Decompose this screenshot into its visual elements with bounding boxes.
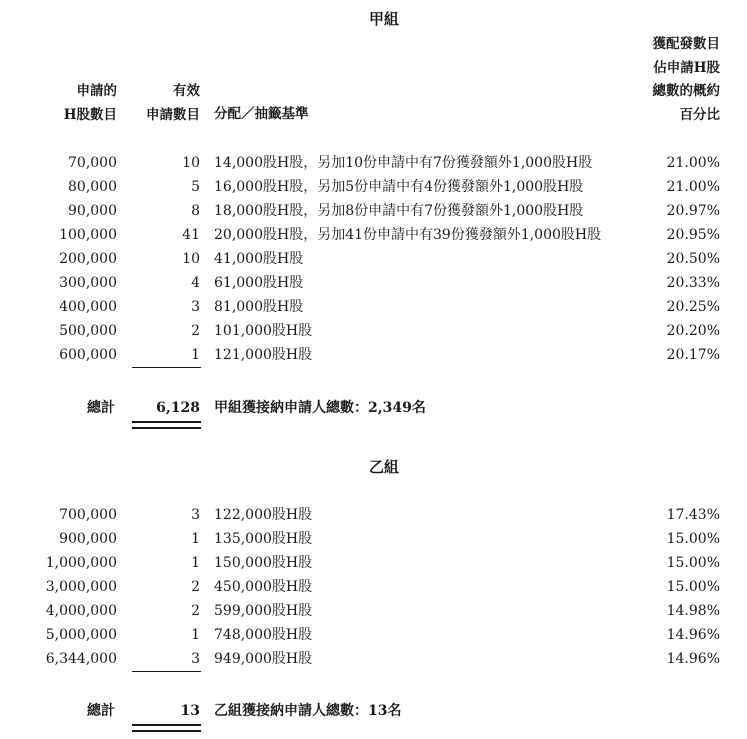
- row-pct: 20.95%: [666, 227, 720, 243]
- row-basis: 949,000股H股: [214, 651, 313, 667]
- row-valid: 1: [191, 627, 200, 643]
- group-b-title: 乙組: [368, 458, 399, 476]
- row-pct: 20.17%: [666, 347, 720, 363]
- group-b-total-row: [0, 699, 747, 723]
- header-shares-line-1: 申請的: [76, 83, 117, 99]
- row-basis: 14,000股H股，另加10份申請中有7份獲發額外1,000股H股: [214, 155, 593, 171]
- row-pct: 15.00%: [666, 579, 720, 595]
- row-pct: 17.43%: [666, 507, 720, 523]
- row-basis: 121,000股H股: [214, 347, 313, 363]
- group-b-row: [0, 623, 747, 647]
- row-shares: 700,000: [59, 507, 117, 523]
- group-a-row: [0, 295, 747, 319]
- row-basis: 41,000股H股: [214, 251, 304, 267]
- group-a-row: [0, 247, 747, 271]
- row-valid: 2: [191, 603, 200, 619]
- row-shares: 70,000: [68, 155, 117, 171]
- row-basis: 101,000股H股: [214, 323, 313, 339]
- row-pct: 14.98%: [666, 603, 720, 619]
- row-valid: 1: [191, 347, 200, 363]
- group-b-row: [0, 503, 747, 527]
- row-shares: 100,000: [59, 227, 117, 243]
- group-a-row: [0, 319, 747, 343]
- group-a-row: [0, 343, 747, 367]
- row-pct: 20.25%: [666, 299, 720, 315]
- row-pct: 20.50%: [666, 251, 720, 267]
- row-shares: 600,000: [59, 347, 117, 363]
- header-percentage: [653, 33, 721, 127]
- row-shares: 4,000,000: [45, 603, 117, 619]
- total-applicants-text: 乙組獲接納申請人總數：13名: [214, 703, 402, 719]
- row-basis: 748,000股H股: [214, 627, 313, 643]
- row-basis: 450,000股H股: [214, 579, 313, 595]
- group-a-row: [0, 223, 747, 247]
- row-pct: 15.00%: [666, 555, 720, 571]
- header-shares: [64, 80, 117, 127]
- row-basis: 150,000股H股: [214, 555, 313, 571]
- row-pct: 20.97%: [666, 203, 720, 219]
- row-shares: 90,000: [68, 203, 117, 219]
- row-shares: 80,000: [68, 179, 117, 195]
- header-valid-applications: [146, 80, 200, 127]
- row-shares: 400,000: [59, 299, 117, 315]
- row-shares: 3,000,000: [45, 579, 117, 595]
- total-double-rule: [132, 724, 201, 732]
- header-shares-line-2: H股數目: [63, 106, 117, 123]
- group-a-row: [0, 199, 747, 223]
- row-valid: 2: [191, 323, 200, 339]
- row-shares: 500,000: [59, 323, 117, 339]
- row-pct: 14.96%: [666, 627, 720, 643]
- row-pct: 20.20%: [666, 323, 720, 339]
- subtotal-rule: [132, 367, 201, 368]
- row-valid: 2: [191, 579, 200, 595]
- row-pct: 21.00%: [666, 179, 720, 195]
- total-double-rule: [132, 421, 201, 429]
- group-b-row: [0, 551, 747, 575]
- subtotal-rule: [132, 671, 201, 672]
- group-a-total-row: [0, 396, 747, 420]
- row-valid: 10: [182, 251, 200, 267]
- row-valid: 1: [191, 555, 200, 571]
- row-shares: 6,344,000: [45, 651, 117, 667]
- row-pct: 15.00%: [666, 531, 720, 547]
- row-pct: 14.96%: [666, 651, 720, 667]
- row-basis: 122,000股H股: [214, 507, 313, 523]
- group-a-row: [0, 271, 747, 295]
- total-value: 13: [180, 703, 200, 719]
- row-valid: 5: [191, 179, 200, 195]
- group-b-row: [0, 575, 747, 599]
- row-basis: 16,000股H股，另加5份申請中有4份獲發額外1,000股H股: [214, 179, 584, 195]
- group-a-row: [0, 175, 747, 199]
- group-b-row: [0, 647, 747, 671]
- total-applicants-text: 甲組獲接納申請人總數：2,349名: [214, 400, 426, 416]
- row-valid: 3: [191, 507, 200, 523]
- header-valid-line-2: 申請數目: [146, 106, 200, 123]
- row-pct: 20.33%: [666, 275, 720, 291]
- total-label: 總計: [87, 703, 115, 719]
- row-basis: 599,000股H股: [214, 603, 313, 619]
- group-a-title: 甲組: [368, 10, 399, 28]
- row-valid: 3: [191, 651, 200, 667]
- row-basis: 135,000股H股: [214, 531, 313, 547]
- row-shares: 900,000: [59, 531, 117, 547]
- header-pct-line-4: 百分比: [679, 106, 720, 123]
- header-pct-line-3: 總數的概約: [652, 83, 720, 99]
- header-pct-line-2: 佔申請H股: [653, 59, 720, 76]
- row-basis: 61,000股H股: [214, 275, 304, 291]
- row-valid: 10: [182, 155, 200, 171]
- header-valid-line-1: 有效: [173, 83, 200, 99]
- group-b-row: [0, 599, 747, 623]
- row-valid: 41: [182, 227, 200, 243]
- row-shares: 300,000: [59, 275, 117, 291]
- row-valid: 3: [191, 299, 200, 315]
- row-valid: 8: [191, 203, 200, 219]
- row-basis: 18,000股H股，另加8份申請中有7份獲發額外1,000股H股: [214, 203, 584, 219]
- group-b-row: [0, 527, 747, 551]
- header-pct-line-1: 獲配發數目: [652, 36, 720, 52]
- row-basis: 20,000股H股，另加41份申請中有39份獲發額外1,000股H股: [214, 227, 602, 243]
- row-shares: 5,000,000: [45, 627, 117, 643]
- row-shares: 1,000,000: [45, 555, 117, 571]
- row-shares: 200,000: [59, 251, 117, 267]
- row-basis: 81,000股H股: [214, 299, 304, 315]
- header-basis: 分配／抽籤基準: [214, 106, 309, 122]
- group-a-row: [0, 151, 747, 175]
- row-valid: 1: [191, 531, 200, 547]
- total-label: 總計: [87, 400, 115, 416]
- row-pct: 21.00%: [666, 155, 720, 171]
- row-valid: 4: [191, 275, 200, 291]
- total-value: 6,128: [156, 400, 200, 416]
